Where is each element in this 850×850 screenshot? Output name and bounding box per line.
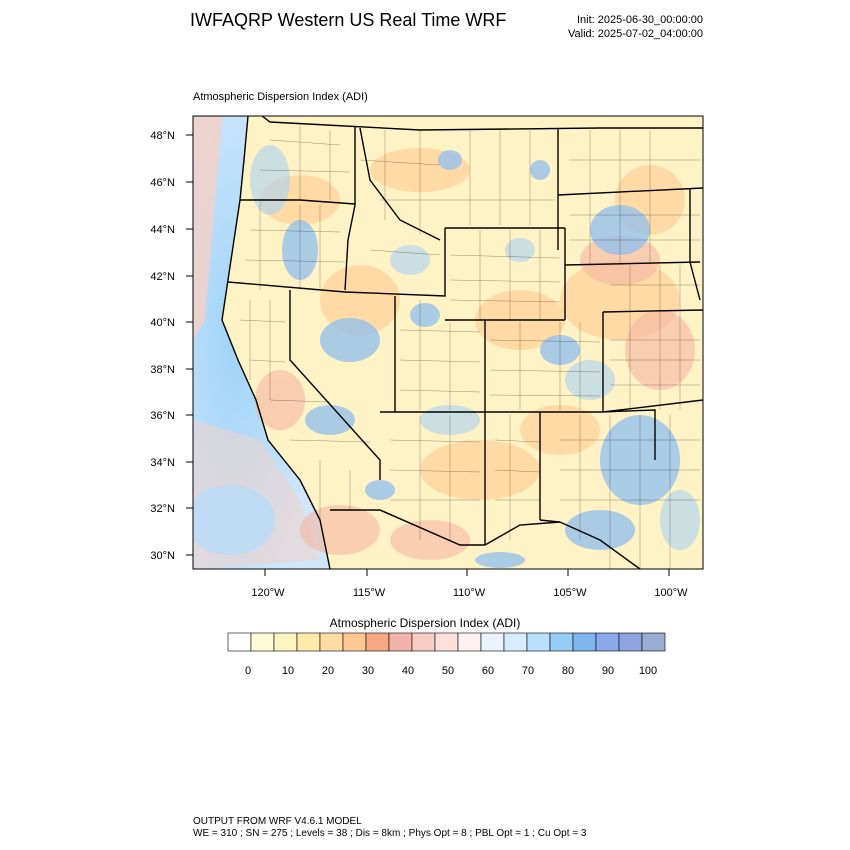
valid-time: Valid: 2025-07-02_04:00:00 — [568, 28, 703, 40]
lon-label: 110°W — [452, 587, 486, 599]
field-subtitle: Atmospheric Dispersion Index (ADI) — [193, 91, 368, 103]
colorbar-box — [481, 633, 504, 651]
colorbar-label: 90 — [601, 665, 615, 677]
footer-line-1: OUTPUT FROM WRF V4.6.1 MODEL — [193, 816, 362, 827]
lat-labels — [150, 130, 175, 562]
adi-field — [185, 116, 703, 569]
colorbar-box — [550, 633, 573, 651]
lat-label: 44°N — [150, 224, 175, 236]
colorbar-label: 60 — [481, 665, 495, 677]
colorbar-box — [573, 633, 596, 651]
ocean-blue-patch — [185, 485, 275, 555]
colorbar-box — [343, 633, 366, 651]
lat-label: 42°N — [150, 271, 175, 283]
colorbar-label: 20 — [321, 665, 335, 677]
colorbar-box — [389, 633, 412, 651]
colorbar-label: 10 — [281, 665, 295, 677]
lat-label: 40°N — [150, 317, 175, 329]
colorbar-box — [642, 633, 665, 651]
colorbar-label: 30 — [361, 665, 375, 677]
colorbar-labels — [245, 665, 657, 677]
colorbar-box — [596, 633, 619, 651]
colorbar-label: 100 — [638, 665, 658, 677]
lon-label: 120°W — [251, 587, 285, 599]
colorbar-box — [228, 633, 251, 651]
lon-label: 100°W — [654, 587, 688, 599]
lat-ticks — [186, 135, 193, 555]
colorbar-label: 50 — [441, 665, 455, 677]
lon-ticks — [265, 569, 669, 576]
colorbar-box — [527, 633, 550, 651]
colorbar-box — [504, 633, 527, 651]
colorbar-title: Atmospheric Dispersion Index (ADI) — [329, 616, 521, 630]
colorbar-label: 0 — [244, 665, 252, 677]
colorbar-box — [274, 633, 297, 651]
colorbar-box — [297, 633, 320, 651]
colorbar-box — [412, 633, 435, 651]
footer-line-2: WE = 310 ; SN = 275 ; Levels = 38 ; Dis = 8km ; Phys Opt = 8 ; PBL Opt = 1 ; Cu Opt = 3 — [193, 828, 587, 839]
colorbar-box — [320, 633, 343, 651]
colorbar-box — [366, 633, 389, 651]
colorbar-label: 80 — [561, 665, 575, 677]
lat-label: 30°N — [150, 550, 175, 562]
colorbar-box — [435, 633, 458, 651]
colorbar — [228, 633, 665, 651]
colorbar-box — [458, 633, 481, 651]
init-time: Init: 2025-06-30_00:00:00 — [577, 14, 703, 26]
lat-label: 48°N — [150, 130, 175, 142]
lon-label: 105°W — [553, 587, 587, 599]
lat-label: 32°N — [150, 503, 175, 515]
colorbar-box — [619, 633, 642, 651]
lat-label: 38°N — [150, 364, 175, 376]
model-footer — [193, 816, 586, 840]
colorbar-label: 40 — [401, 665, 415, 677]
lat-label: 46°N — [150, 177, 175, 189]
colorbar-label: 70 — [521, 665, 535, 677]
plot-title: IWFAQRP Western US Real Time WRF — [190, 10, 507, 30]
lon-labels — [251, 587, 688, 599]
lon-label: 115°W — [352, 587, 386, 599]
lat-label: 36°N — [150, 410, 175, 422]
colorbar-box — [251, 633, 274, 651]
lat-label: 34°N — [150, 457, 175, 469]
